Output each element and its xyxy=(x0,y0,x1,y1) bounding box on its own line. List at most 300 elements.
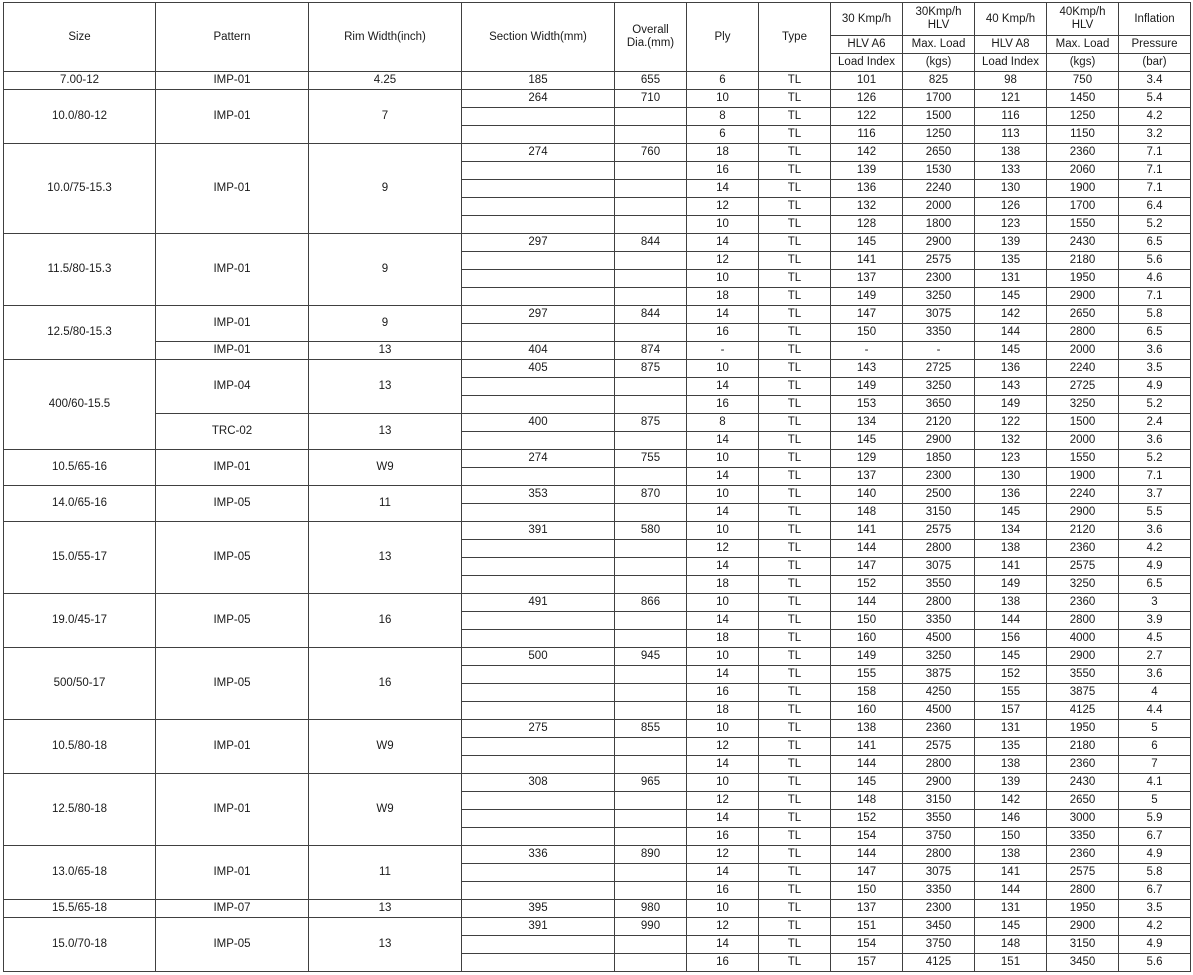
load-index-40-cell: 116 xyxy=(975,108,1047,126)
ply-cell: 16 xyxy=(687,684,759,702)
overall-dia-cell xyxy=(615,324,687,342)
type-cell: TL xyxy=(759,522,831,540)
size-cell: 15.0/55-17 xyxy=(4,522,156,594)
section-width-cell: 500 xyxy=(462,648,615,666)
type-cell: TL xyxy=(759,900,831,918)
max-load-30-cell: 2300 xyxy=(903,270,975,288)
load-index-30-cell: 129 xyxy=(831,450,903,468)
load-index-30-cell: 134 xyxy=(831,414,903,432)
type-cell: TL xyxy=(759,792,831,810)
ply-cell: 10 xyxy=(687,774,759,792)
header-hlv-a6: HLV A6 xyxy=(831,36,903,54)
max-load-30-cell: 3150 xyxy=(903,792,975,810)
table-row xyxy=(4,720,1191,738)
ply-cell: 18 xyxy=(687,288,759,306)
inflation-pressure-cell: 4.2 xyxy=(1119,540,1191,558)
rim-width-cell: 13 xyxy=(309,342,462,360)
type-cell: TL xyxy=(759,342,831,360)
max-load-40-cell: 1550 xyxy=(1047,216,1119,234)
section-width-cell xyxy=(462,684,615,702)
max-load-40-cell: 2650 xyxy=(1047,306,1119,324)
load-index-40-cell: 149 xyxy=(975,396,1047,414)
load-index-30-cell: 149 xyxy=(831,648,903,666)
load-index-30-cell: 160 xyxy=(831,702,903,720)
ply-cell: 14 xyxy=(687,306,759,324)
section-width-cell xyxy=(462,468,615,486)
overall-dia-cell xyxy=(615,828,687,846)
header-overall-dia xyxy=(615,3,687,72)
type-cell: TL xyxy=(759,702,831,720)
section-width-cell xyxy=(462,396,615,414)
max-load-30-cell: 1800 xyxy=(903,216,975,234)
load-index-30-cell: 144 xyxy=(831,846,903,864)
ply-cell: 14 xyxy=(687,810,759,828)
overall-dia-cell: 990 xyxy=(615,918,687,936)
tire-spec-table xyxy=(3,2,1191,972)
overall-dia-cell xyxy=(615,756,687,774)
type-cell: TL xyxy=(759,630,831,648)
rim-width-cell: 13 xyxy=(309,360,462,414)
type-cell: TL xyxy=(759,234,831,252)
overall-dia-cell xyxy=(615,558,687,576)
section-width-cell: 297 xyxy=(462,306,615,324)
load-index-40-cell: 152 xyxy=(975,666,1047,684)
section-width-cell: 336 xyxy=(462,846,615,864)
ply-cell: 14 xyxy=(687,864,759,882)
header-overall-dia-line2: Dia.(mm) xyxy=(626,37,675,49)
max-load-30-cell: 2360 xyxy=(903,720,975,738)
load-index-40-cell: 131 xyxy=(975,270,1047,288)
max-load-40-cell: 2120 xyxy=(1047,522,1119,540)
max-load-40-cell: 2725 xyxy=(1047,378,1119,396)
load-index-30-cell: 140 xyxy=(831,486,903,504)
max-load-40-cell: 2800 xyxy=(1047,324,1119,342)
max-load-30-cell: 2800 xyxy=(903,540,975,558)
max-load-30-cell: 2300 xyxy=(903,468,975,486)
ply-cell: 18 xyxy=(687,144,759,162)
size-cell: 10.5/65-16 xyxy=(4,450,156,486)
load-index-30-cell: 126 xyxy=(831,90,903,108)
max-load-40-cell: 1700 xyxy=(1047,198,1119,216)
rim-width-cell: 11 xyxy=(309,846,462,900)
size-cell: 15.0/70-18 xyxy=(4,918,156,972)
section-width-cell xyxy=(462,558,615,576)
header-40kmh-load-index-speed: 40 Kmp/h xyxy=(975,3,1047,36)
max-load-30-cell: 3450 xyxy=(903,918,975,936)
max-load-40-cell: 2430 xyxy=(1047,774,1119,792)
table-row xyxy=(4,594,1191,612)
section-width-cell xyxy=(462,864,615,882)
table-row xyxy=(4,918,1191,936)
header-type: Type xyxy=(759,3,831,72)
load-index-40-cell: 138 xyxy=(975,594,1047,612)
type-cell: TL xyxy=(759,90,831,108)
ply-cell: 12 xyxy=(687,252,759,270)
ply-cell: 14 xyxy=(687,468,759,486)
inflation-pressure-cell: 4.6 xyxy=(1119,270,1191,288)
max-load-40-cell: 2800 xyxy=(1047,882,1119,900)
max-load-40-cell: 1450 xyxy=(1047,90,1119,108)
inflation-pressure-cell: 3.6 xyxy=(1119,432,1191,450)
max-load-30-cell: 2800 xyxy=(903,846,975,864)
load-index-30-cell: 154 xyxy=(831,828,903,846)
overall-dia-cell: 875 xyxy=(615,360,687,378)
load-index-30-cell: 141 xyxy=(831,522,903,540)
rim-width-cell: 9 xyxy=(309,306,462,342)
max-load-40-cell: 4125 xyxy=(1047,702,1119,720)
section-width-cell: 185 xyxy=(462,72,615,90)
load-index-40-cell: 155 xyxy=(975,684,1047,702)
section-width-cell: 400 xyxy=(462,414,615,432)
inflation-pressure-cell: 5.8 xyxy=(1119,306,1191,324)
max-load-30-cell: 2725 xyxy=(903,360,975,378)
rim-width-cell: 16 xyxy=(309,594,462,648)
max-load-30-cell: 3250 xyxy=(903,288,975,306)
max-load-40-cell: 2360 xyxy=(1047,756,1119,774)
load-index-40-cell: 136 xyxy=(975,486,1047,504)
max-load-30-cell: 2120 xyxy=(903,414,975,432)
header-inflation: Inflation xyxy=(1119,3,1191,36)
type-cell: TL xyxy=(759,288,831,306)
max-load-30-cell: 3075 xyxy=(903,864,975,882)
load-index-30-cell: 157 xyxy=(831,954,903,972)
type-cell: TL xyxy=(759,846,831,864)
load-index-40-cell: 138 xyxy=(975,846,1047,864)
section-width-cell xyxy=(462,270,615,288)
load-index-30-cell: 128 xyxy=(831,216,903,234)
load-index-40-cell: 149 xyxy=(975,576,1047,594)
overall-dia-cell xyxy=(615,738,687,756)
ply-cell: 10 xyxy=(687,216,759,234)
type-cell: TL xyxy=(759,432,831,450)
max-load-30-cell: 1250 xyxy=(903,126,975,144)
ply-cell: 10 xyxy=(687,486,759,504)
overall-dia-cell: 875 xyxy=(615,414,687,432)
load-index-30-cell: 139 xyxy=(831,162,903,180)
ply-cell: 8 xyxy=(687,108,759,126)
section-width-cell xyxy=(462,738,615,756)
table-row xyxy=(4,846,1191,864)
size-cell: 10.0/75-15.3 xyxy=(4,144,156,234)
overall-dia-cell xyxy=(615,864,687,882)
overall-dia-cell xyxy=(615,432,687,450)
type-cell: TL xyxy=(759,666,831,684)
type-cell: TL xyxy=(759,774,831,792)
load-index-40-cell: 138 xyxy=(975,144,1047,162)
inflation-pressure-cell: 4.1 xyxy=(1119,774,1191,792)
type-cell: TL xyxy=(759,270,831,288)
ply-cell: 16 xyxy=(687,882,759,900)
header-rim-width: Rim Width(inch) xyxy=(309,3,462,72)
max-load-40-cell: 3350 xyxy=(1047,828,1119,846)
load-index-40-cell: 123 xyxy=(975,450,1047,468)
pattern-cell: IMP-01 xyxy=(156,72,309,90)
max-load-30-cell: 2000 xyxy=(903,198,975,216)
load-index-30-cell: 148 xyxy=(831,792,903,810)
load-index-40-cell: 156 xyxy=(975,630,1047,648)
header-ply: Ply xyxy=(687,3,759,72)
max-load-40-cell: 2900 xyxy=(1047,648,1119,666)
load-index-30-cell: 155 xyxy=(831,666,903,684)
table-row xyxy=(4,522,1191,540)
load-index-40-cell: 139 xyxy=(975,234,1047,252)
pattern-cell: IMP-05 xyxy=(156,918,309,972)
max-load-30-cell: 3150 xyxy=(903,504,975,522)
load-index-30-cell: 101 xyxy=(831,72,903,90)
pattern-cell: TRC-02 xyxy=(156,414,309,450)
section-width-cell xyxy=(462,378,615,396)
overall-dia-cell xyxy=(615,810,687,828)
section-width-cell: 274 xyxy=(462,144,615,162)
overall-dia-cell: 760 xyxy=(615,144,687,162)
type-cell: TL xyxy=(759,252,831,270)
max-load-30-cell: 3875 xyxy=(903,666,975,684)
load-index-40-cell: 130 xyxy=(975,180,1047,198)
load-index-30-cell: 143 xyxy=(831,360,903,378)
table-body xyxy=(4,72,1191,972)
max-load-30-cell: 3750 xyxy=(903,828,975,846)
size-cell: 19.0/45-17 xyxy=(4,594,156,648)
header-40kmh-line2: HLV xyxy=(1071,19,1094,31)
pattern-cell: IMP-05 xyxy=(156,648,309,720)
max-load-30-cell: 2900 xyxy=(903,432,975,450)
max-load-30-cell: 2900 xyxy=(903,234,975,252)
section-width-cell xyxy=(462,432,615,450)
section-width-cell: 264 xyxy=(462,90,615,108)
section-width-cell xyxy=(462,882,615,900)
max-load-30-cell: 3350 xyxy=(903,612,975,630)
section-width-cell xyxy=(462,612,615,630)
load-index-30-cell: 160 xyxy=(831,630,903,648)
load-index-40-cell: 146 xyxy=(975,810,1047,828)
type-cell: TL xyxy=(759,504,831,522)
load-index-30-cell: 147 xyxy=(831,306,903,324)
type-cell: TL xyxy=(759,108,831,126)
overall-dia-cell xyxy=(615,882,687,900)
load-index-30-cell: 147 xyxy=(831,558,903,576)
load-index-30-cell: 122 xyxy=(831,108,903,126)
pattern-cell: IMP-05 xyxy=(156,486,309,522)
pattern-cell: IMP-01 xyxy=(156,846,309,900)
max-load-30-cell: 3075 xyxy=(903,558,975,576)
max-load-40-cell: 2060 xyxy=(1047,162,1119,180)
pattern-cell: IMP-05 xyxy=(156,594,309,648)
max-load-40-cell: 2180 xyxy=(1047,738,1119,756)
table-row xyxy=(4,486,1191,504)
load-index-40-cell: 141 xyxy=(975,558,1047,576)
pattern-cell: IMP-01 xyxy=(156,450,309,486)
ply-cell: 12 xyxy=(687,846,759,864)
inflation-pressure-cell: 5.2 xyxy=(1119,396,1191,414)
pattern-cell: IMP-01 xyxy=(156,90,309,144)
inflation-pressure-cell: 4 xyxy=(1119,684,1191,702)
header-30kmh-line2: HLV xyxy=(927,19,950,31)
max-load-40-cell: 1500 xyxy=(1047,414,1119,432)
max-load-30-cell: 3250 xyxy=(903,378,975,396)
section-width-cell: 308 xyxy=(462,774,615,792)
pattern-cell: IMP-01 xyxy=(156,306,309,342)
ply-cell: 18 xyxy=(687,576,759,594)
load-index-30-cell: 136 xyxy=(831,180,903,198)
load-index-30-cell: 152 xyxy=(831,810,903,828)
overall-dia-cell xyxy=(615,126,687,144)
load-index-30-cell: 138 xyxy=(831,720,903,738)
max-load-40-cell: 2360 xyxy=(1047,846,1119,864)
header-overall-dia-line1: Overall xyxy=(632,24,669,36)
max-load-40-cell: 2575 xyxy=(1047,864,1119,882)
overall-dia-cell xyxy=(615,396,687,414)
max-load-40-cell: 3250 xyxy=(1047,576,1119,594)
section-width-cell xyxy=(462,792,615,810)
load-index-40-cell: 157 xyxy=(975,702,1047,720)
header-hlv-a8: HLV A8 xyxy=(975,36,1047,54)
load-index-30-cell: 158 xyxy=(831,684,903,702)
size-cell: 13.0/65-18 xyxy=(4,846,156,900)
size-cell: 12.5/80-15.3 xyxy=(4,306,156,360)
table-row xyxy=(4,72,1191,90)
load-index-40-cell: 145 xyxy=(975,648,1047,666)
size-cell: 14.0/65-16 xyxy=(4,486,156,522)
max-load-40-cell: 1950 xyxy=(1047,720,1119,738)
size-cell: 400/60-15.5 xyxy=(4,360,156,450)
type-cell: TL xyxy=(759,360,831,378)
size-cell: 10.5/80-18 xyxy=(4,720,156,774)
load-index-30-cell: 150 xyxy=(831,882,903,900)
inflation-pressure-cell: 4.2 xyxy=(1119,108,1191,126)
overall-dia-cell xyxy=(615,666,687,684)
ply-cell: 16 xyxy=(687,396,759,414)
overall-dia-cell: 870 xyxy=(615,486,687,504)
header-pressure: Pressure xyxy=(1119,36,1191,54)
load-index-30-cell: 145 xyxy=(831,774,903,792)
ply-cell: 10 xyxy=(687,90,759,108)
ply-cell: 10 xyxy=(687,270,759,288)
load-index-30-cell: 141 xyxy=(831,738,903,756)
header-section-width: Section Width(mm) xyxy=(462,3,615,72)
max-load-30-cell: 1500 xyxy=(903,108,975,126)
section-width-cell: 274 xyxy=(462,450,615,468)
load-index-30-cell: 144 xyxy=(831,756,903,774)
header-30kmh-max-load-speed xyxy=(903,3,975,36)
inflation-pressure-cell: 4.4 xyxy=(1119,702,1191,720)
rim-width-cell: 13 xyxy=(309,918,462,972)
pattern-cell: IMP-01 xyxy=(156,342,309,360)
header-bar: (bar) xyxy=(1119,54,1191,72)
section-width-cell xyxy=(462,630,615,648)
inflation-pressure-cell: 5.2 xyxy=(1119,450,1191,468)
inflation-pressure-cell: 3.9 xyxy=(1119,612,1191,630)
load-index-40-cell: 135 xyxy=(975,738,1047,756)
table-row xyxy=(4,648,1191,666)
inflation-pressure-cell: 4.9 xyxy=(1119,558,1191,576)
type-cell: TL xyxy=(759,216,831,234)
inflation-pressure-cell: 5.5 xyxy=(1119,504,1191,522)
inflation-pressure-cell: 3.6 xyxy=(1119,522,1191,540)
rim-width-cell: 7 xyxy=(309,90,462,144)
ply-cell: 6 xyxy=(687,72,759,90)
inflation-pressure-cell: 5.8 xyxy=(1119,864,1191,882)
load-index-30-cell: 144 xyxy=(831,540,903,558)
load-index-40-cell: 144 xyxy=(975,612,1047,630)
section-width-cell: 405 xyxy=(462,360,615,378)
pattern-cell: IMP-01 xyxy=(156,144,309,234)
inflation-pressure-cell: 6.7 xyxy=(1119,828,1191,846)
header-load-index-30: Load Index xyxy=(831,54,903,72)
overall-dia-cell xyxy=(615,378,687,396)
section-width-cell: 395 xyxy=(462,900,615,918)
load-index-40-cell: 130 xyxy=(975,468,1047,486)
section-width-cell xyxy=(462,810,615,828)
load-index-40-cell: 141 xyxy=(975,864,1047,882)
overall-dia-cell xyxy=(615,180,687,198)
section-width-cell: 404 xyxy=(462,342,615,360)
section-width-cell xyxy=(462,954,615,972)
section-width-cell xyxy=(462,936,615,954)
header-max-load-40: Max. Load xyxy=(1047,36,1119,54)
load-index-40-cell: 126 xyxy=(975,198,1047,216)
load-index-30-cell: - xyxy=(831,342,903,360)
ply-cell: 14 xyxy=(687,234,759,252)
type-cell: TL xyxy=(759,882,831,900)
ply-cell: 14 xyxy=(687,612,759,630)
table-row xyxy=(4,450,1191,468)
load-index-40-cell: 148 xyxy=(975,936,1047,954)
type-cell: TL xyxy=(759,468,831,486)
section-width-cell: 275 xyxy=(462,720,615,738)
load-index-40-cell: 144 xyxy=(975,882,1047,900)
inflation-pressure-cell: 5.6 xyxy=(1119,252,1191,270)
ply-cell: 16 xyxy=(687,324,759,342)
max-load-40-cell: 2900 xyxy=(1047,288,1119,306)
max-load-40-cell: 2360 xyxy=(1047,144,1119,162)
type-cell: TL xyxy=(759,810,831,828)
load-index-40-cell: 121 xyxy=(975,90,1047,108)
section-width-cell xyxy=(462,108,615,126)
inflation-pressure-cell: 3.5 xyxy=(1119,900,1191,918)
max-load-30-cell: 2900 xyxy=(903,774,975,792)
ply-cell: 10 xyxy=(687,720,759,738)
ply-cell: 14 xyxy=(687,936,759,954)
inflation-pressure-cell: 3.5 xyxy=(1119,360,1191,378)
overall-dia-cell xyxy=(615,576,687,594)
max-load-30-cell: 2575 xyxy=(903,252,975,270)
size-cell: 15.5/65-18 xyxy=(4,900,156,918)
inflation-pressure-cell: 3 xyxy=(1119,594,1191,612)
max-load-40-cell: 2900 xyxy=(1047,504,1119,522)
rim-width-cell: 16 xyxy=(309,648,462,720)
load-index-30-cell: 153 xyxy=(831,396,903,414)
ply-cell: 10 xyxy=(687,360,759,378)
load-index-40-cell: 151 xyxy=(975,954,1047,972)
max-load-40-cell: 1950 xyxy=(1047,900,1119,918)
rim-width-cell: W9 xyxy=(309,720,462,774)
max-load-40-cell: 2430 xyxy=(1047,234,1119,252)
inflation-pressure-cell: 6 xyxy=(1119,738,1191,756)
load-index-30-cell: 145 xyxy=(831,234,903,252)
type-cell: TL xyxy=(759,576,831,594)
type-cell: TL xyxy=(759,612,831,630)
table-row xyxy=(4,342,1191,360)
overall-dia-cell: 710 xyxy=(615,90,687,108)
pattern-cell: IMP-04 xyxy=(156,360,309,414)
max-load-30-cell: 3350 xyxy=(903,882,975,900)
max-load-30-cell: 3550 xyxy=(903,576,975,594)
inflation-pressure-cell: 3.7 xyxy=(1119,486,1191,504)
ply-cell: 16 xyxy=(687,828,759,846)
ply-cell: 14 xyxy=(687,558,759,576)
overall-dia-cell xyxy=(615,252,687,270)
header-load-index-40: Load Index xyxy=(975,54,1047,72)
